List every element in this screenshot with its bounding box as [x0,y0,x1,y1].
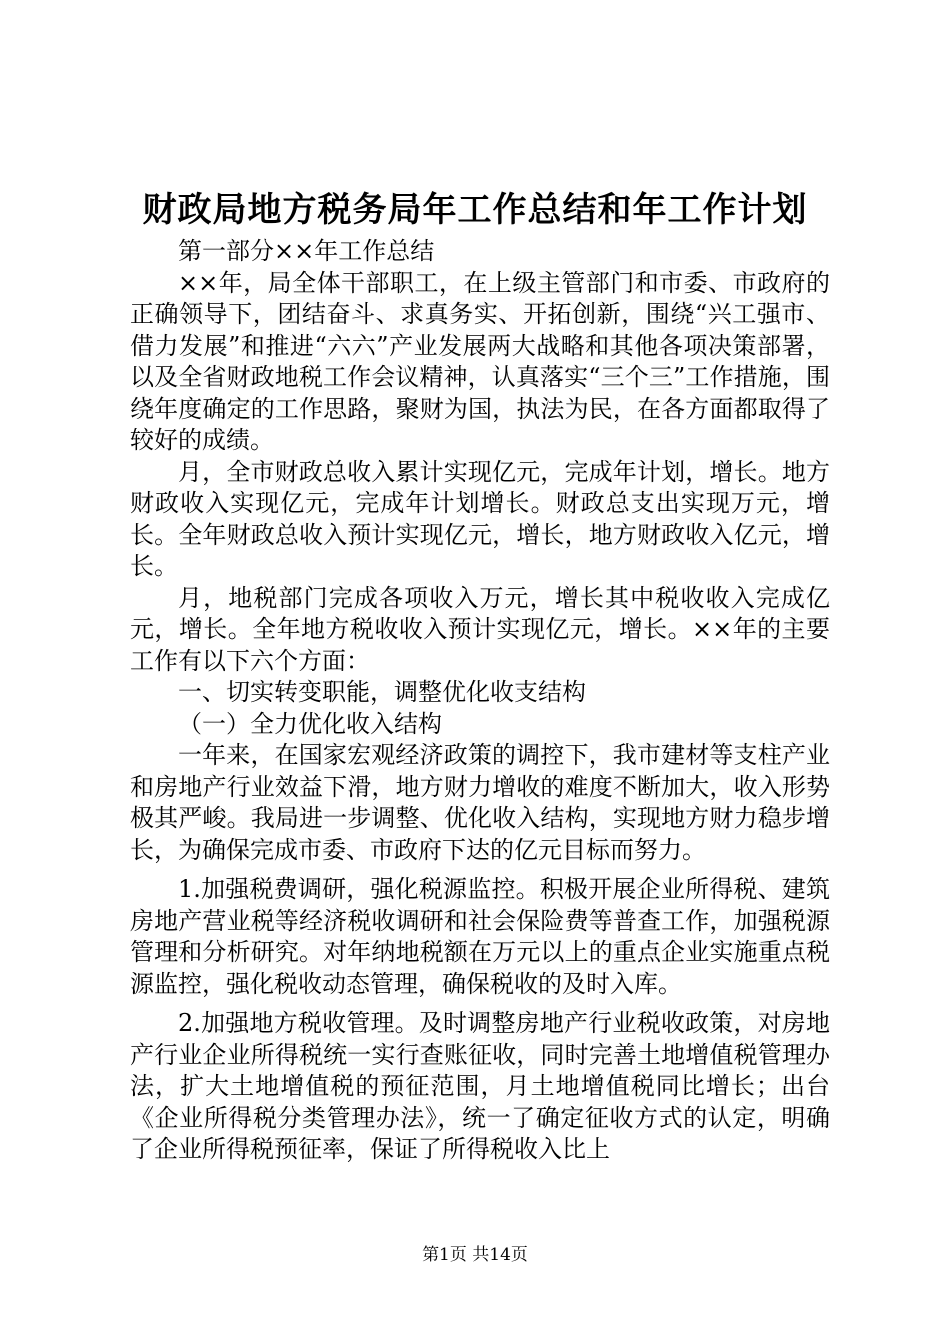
body-paragraph: ××年，局全体干部职工，在上级主管部门和市委、市政府的正确领导下，团结奋斗、求真务实、开拓创新，围绕“兴工强市、借力发展”和推进“六六”产业发展两大战略和其他各项决策部署，以及全省财政地税工作会议精神，认真落实“三个三”工作措施，围绕年度确定的工作思路，聚财为国，执法为民，在各方面都取得了较好的成绩。 [130,268,830,454]
page-number-footer: 第1页 共14页 [422,1245,528,1265]
section-heading: 一、切实转变职能，调整优化收支结构 [178,678,586,706]
body-paragraph: 2.加强地方税收管理。及时调整房地产行业税收政策，对房地产行业企业所得税统一实行查账征收，同时完善土地增值税管理办法，扩大土地增值税的预征范围，月土地增值税同比增长；出台《企业所得税分类管理办法》，统一了确定征收方式的认定，明确了企业所得税预征率，保证了所得税收入比上 [130,1009,830,1163]
body-paragraph: 月，地税部门完成各项收入万元，增长其中税收收入完成亿元，增长。全年地方税收收入预计实现亿元，增长。××年的主要工作有以下六个方面： [130,583,830,675]
body-paragraph: 1.加强税费调研，强化税源监控。积极开展企业所得税、建筑房地产营业税等经济税收调研和社会保险费等普查工作，加强税源管理和分析研究。对年纳地税额在万元以上的重点企业实施重点税源监控，强化税收动态管理，确保税收的及时入库。 [130,875,830,998]
section-heading: 第一部分××年工作总结 [178,237,435,265]
body-paragraph: 月，全市财政总收入累计实现亿元，完成年计划，增长。地方财政收入实现亿元，完成年计划增长。财政总支出实现万元，增长。全年财政总收入预计实现亿元，增长，地方财政收入亿元，增长。 [130,457,830,580]
subsection-heading: （一）全力优化收入结构 [178,709,442,738]
document-body [130,236,830,1166]
document-title: 财政局地方税务局年工作总结和年工作计划 [142,190,808,230]
body-paragraph: 一年来，在国家宏观经济政策的调控下，我市建材等支柱产业和房地产行业效益下滑，地方财力增收的难度不断加大，收入形势极其严峻。我局进一步调整、优化收入结构，实现地方财力稳步增长，为确保完成市委、市政府下达的亿元目标而努力。 [130,741,830,864]
